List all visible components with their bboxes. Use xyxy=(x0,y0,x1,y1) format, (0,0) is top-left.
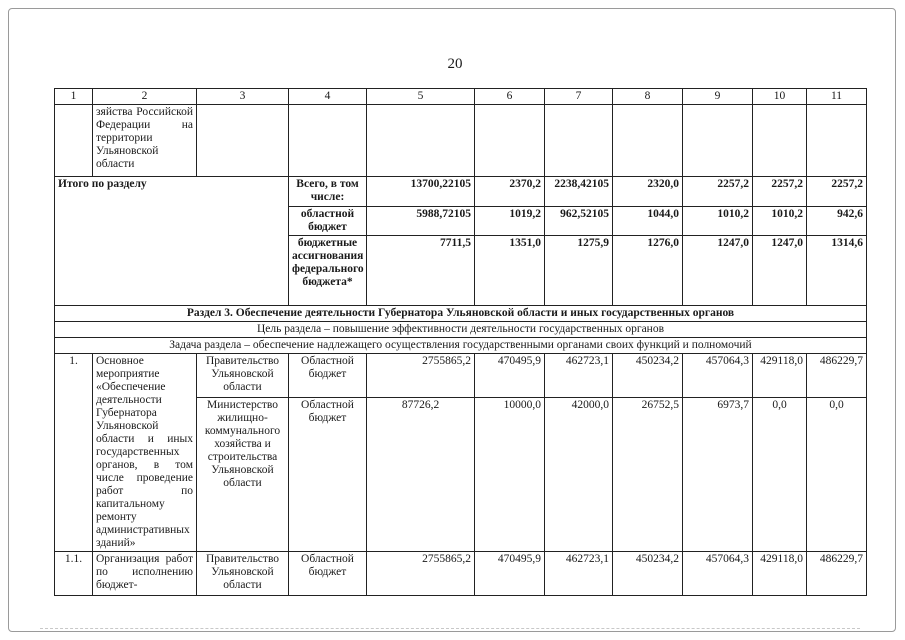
value-cell: 2238,42105 xyxy=(545,177,613,207)
executor xyxy=(197,105,289,177)
value-cell: 2320,0 xyxy=(613,177,683,207)
value-cell: 42000,0 xyxy=(545,398,613,552)
value-cell: 87726,2 xyxy=(367,398,475,552)
value-cell: 13700,22105 xyxy=(367,177,475,207)
column-number-row xyxy=(55,89,867,105)
value-cell: 962,52105 xyxy=(545,207,613,236)
value-cell: 1314,6 xyxy=(807,236,867,306)
value-cell: 0,0 xyxy=(807,398,867,552)
funding-source: областной бюджет xyxy=(289,207,367,236)
section-title-row xyxy=(55,306,867,322)
section-goal-row xyxy=(55,322,867,338)
continuation-row xyxy=(55,105,867,177)
value-cell: 457064,3 xyxy=(683,354,753,398)
budget-table xyxy=(54,88,867,596)
col-header: 4 xyxy=(289,89,367,105)
row-number xyxy=(55,105,93,177)
col-header: 9 xyxy=(683,89,753,105)
value-cell: 2755865,2 xyxy=(367,552,475,596)
value-cell: 0,0 xyxy=(753,398,807,552)
value-cell: 450234,2 xyxy=(613,552,683,596)
value-cell: 470495,9 xyxy=(475,552,545,596)
page-number: 20 xyxy=(447,56,463,72)
value-cell: 462723,1 xyxy=(545,552,613,596)
value-cell: 2755865,2 xyxy=(367,354,475,398)
section-title: Раздел 3. Обеспечение деятельности Губернатора Ульяновской области и иных государственных органов xyxy=(55,306,867,322)
table-row xyxy=(55,354,867,398)
value-cell: 1351,0 xyxy=(475,236,545,306)
col-header: 10 xyxy=(753,89,807,105)
section-task-row xyxy=(55,338,867,354)
value-cell: 1044,0 xyxy=(613,207,683,236)
value-cell: 2257,2 xyxy=(807,177,867,207)
section-goal: Цель раздела – повышение эффективности деятельности государственных органов xyxy=(55,322,867,338)
value-cell: 6973,7 xyxy=(683,398,753,552)
col-header: 3 xyxy=(197,89,289,105)
funding-source: бюджетные ассигнования федерального бюджета* xyxy=(289,236,367,306)
value-cell: 429118,0 xyxy=(753,552,807,596)
funding-source: Всего, в том числе: xyxy=(289,177,367,207)
table-row xyxy=(55,552,867,596)
executor: Правительство Ульяновской области xyxy=(197,552,289,596)
executor: Министерство жилищно-коммунального хозяйства и строительства Ульяновской области xyxy=(197,398,289,552)
col-header: 5 xyxy=(367,89,475,105)
value-cell: 7711,5 xyxy=(367,236,475,306)
col-header: 1 xyxy=(55,89,93,105)
executor: Правительство Ульяновской области xyxy=(197,354,289,398)
measure-name: Организация работ по исполнению бюджет- xyxy=(93,552,197,596)
value-cell: 5988,72105 xyxy=(367,207,475,236)
value-cell: 462723,1 xyxy=(545,354,613,398)
value-cell: 486229,7 xyxy=(807,354,867,398)
total-label: Итого по разделу xyxy=(55,177,289,306)
row-number: 1. xyxy=(55,354,93,552)
funding-source: Областной бюджет xyxy=(289,398,367,552)
measure-name: Основное мероприятие «Обеспечение деятельности Губернатора Ульяновской области и иных государственных органов, в том числе проведение работ по капитальному ремонту административных зданий» xyxy=(93,354,197,552)
value-cell: 429118,0 xyxy=(753,354,807,398)
col-header: 2 xyxy=(93,89,197,105)
value-cell: 1010,2 xyxy=(753,207,807,236)
value-cell: 457064,3 xyxy=(683,552,753,596)
value-cell: 1276,0 xyxy=(613,236,683,306)
funding-source: Областной бюджет xyxy=(289,552,367,596)
scan-edge xyxy=(40,628,860,631)
total-row xyxy=(55,177,867,207)
value-cell: 1019,2 xyxy=(475,207,545,236)
value-cell: 1247,0 xyxy=(683,236,753,306)
value-cell: 450234,2 xyxy=(613,354,683,398)
value-cell: 10000,0 xyxy=(475,398,545,552)
value-cell: 1247,0 xyxy=(753,236,807,306)
value-cell: 26752,5 xyxy=(613,398,683,552)
col-header: 8 xyxy=(613,89,683,105)
funding-source xyxy=(289,105,367,177)
value-cell: 942,6 xyxy=(807,207,867,236)
value-cell: 2257,2 xyxy=(683,177,753,207)
col-header: 6 xyxy=(475,89,545,105)
value-cell: 1275,9 xyxy=(545,236,613,306)
measure-name: зяйства Российской Федерации на территории Ульяновской области xyxy=(93,105,197,177)
value-cell: 2370,2 xyxy=(475,177,545,207)
value-cell: 470495,9 xyxy=(475,354,545,398)
value-cell: 1010,2 xyxy=(683,207,753,236)
col-header: 7 xyxy=(545,89,613,105)
funding-source: Областной бюджет xyxy=(289,354,367,398)
col-header: 11 xyxy=(807,89,867,105)
value-cell: 486229,7 xyxy=(807,552,867,596)
value-cell: 2257,2 xyxy=(753,177,807,207)
section-task: Задача раздела – обеспечение надлежащего осуществления государственными органами своих функций и полномочий xyxy=(55,338,867,354)
row-number: 1.1. xyxy=(55,552,93,596)
